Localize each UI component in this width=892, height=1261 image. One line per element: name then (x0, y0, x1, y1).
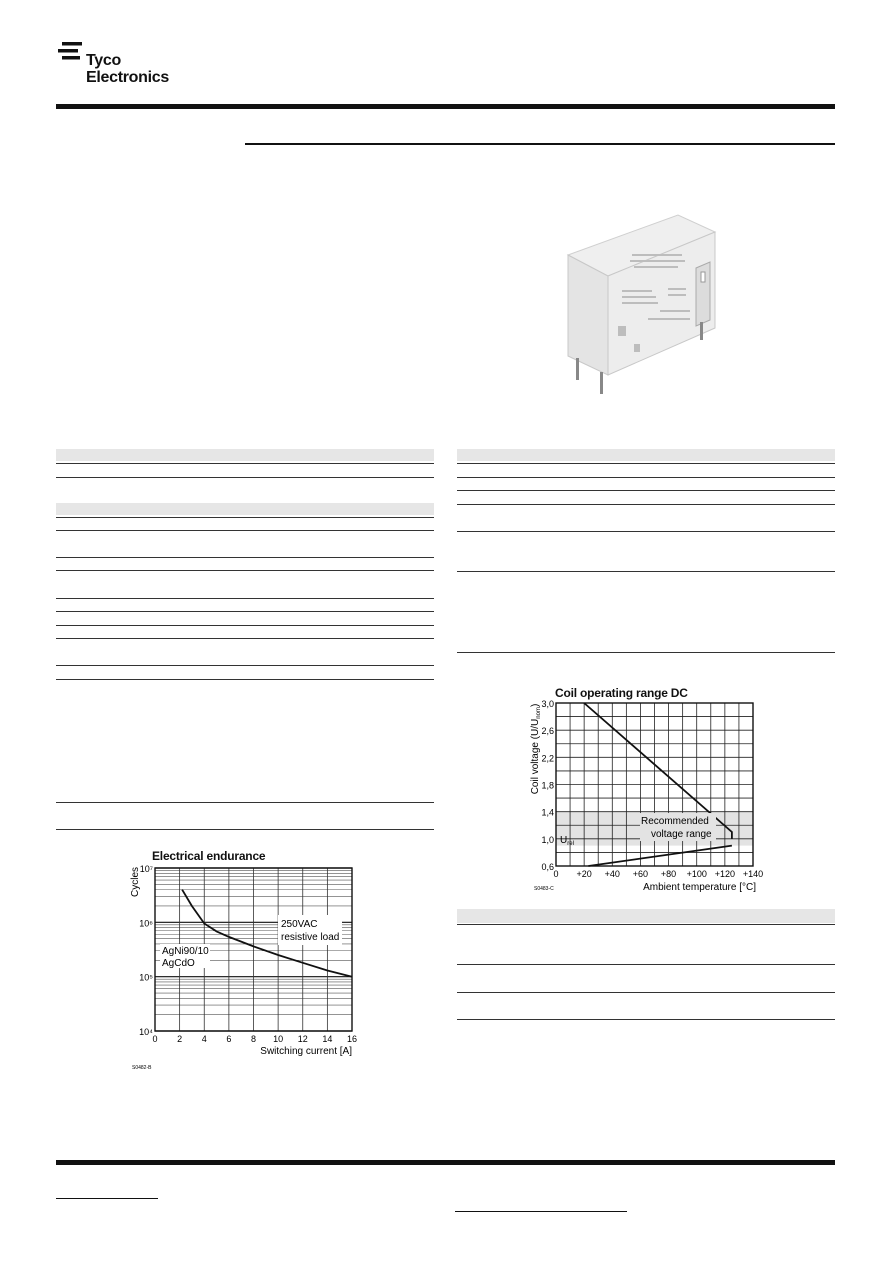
logo-wordmark (86, 52, 169, 86)
rule (56, 611, 434, 612)
x-tick-label: 0 (152, 1034, 158, 1044)
annotation-agni: AgNi90/10 (162, 946, 209, 957)
x-tick-label: 4 (201, 1034, 207, 1044)
rule (56, 625, 434, 626)
title-rule (245, 143, 835, 145)
endurance-chart (120, 858, 370, 1073)
x-tick-label: 10 (273, 1034, 284, 1044)
rule (56, 530, 434, 531)
rule (457, 1019, 835, 1020)
y-axis-label: Cycles (130, 866, 141, 898)
rule (56, 463, 434, 464)
rule (56, 829, 434, 830)
y-tick-label: 3,0 (541, 699, 554, 709)
coil-range-chart (520, 694, 782, 900)
x-tick-label: +80 (660, 869, 677, 879)
x-axis-label: Switching current [A] (260, 1046, 352, 1057)
rule (56, 665, 434, 666)
rule (56, 802, 434, 803)
x-tick-label: +60 (632, 869, 649, 879)
rule (56, 557, 434, 558)
right-table-header-1 (457, 449, 835, 461)
rule (457, 477, 835, 478)
rule (457, 463, 835, 464)
rule (457, 652, 835, 653)
figure-id: S0483-C (534, 886, 554, 892)
rule (457, 504, 835, 505)
y-tick-label: 0,6 (541, 862, 554, 872)
y-tick-label: 2,2 (541, 753, 554, 764)
left-table-header-2 (56, 503, 434, 515)
y-tick-label: 1,4 (541, 807, 554, 818)
header-rule (56, 104, 835, 109)
footer-rule (56, 1160, 835, 1165)
rule (457, 924, 835, 925)
rule (56, 570, 434, 571)
x-tick-label: 0 (553, 869, 559, 879)
figure-id: S0482-B (132, 1065, 152, 1071)
relay-product-image (560, 210, 730, 400)
x-tick-label: 12 (297, 1034, 308, 1044)
x-tick-label: 6 (226, 1034, 232, 1044)
rule (56, 638, 434, 639)
annotation-agcdo: AgCdO (162, 958, 195, 969)
annotation-250vac: 250VAC (281, 919, 318, 930)
x-tick-label: 8 (250, 1034, 257, 1044)
annotation-urel: $U_{rel}$ (560, 834, 574, 847)
y-tick-label: 10⁵ (139, 972, 153, 983)
annotation-voltage-range: voltage range (651, 829, 712, 841)
min-voltage-line (588, 846, 732, 866)
y-tick-label: 10⁴ (139, 1027, 153, 1037)
x-tick-label: +40 (604, 869, 620, 879)
logo-line-2: Electronics (86, 69, 169, 86)
rule (457, 992, 835, 993)
right-table-header-2 (457, 909, 835, 923)
footnote-rule-right (455, 1211, 627, 1212)
x-tick-label: +100 (686, 869, 707, 879)
logo-line-1: Tyco (86, 52, 121, 69)
y-axis-label: Coil voltage $(U/U_{nom})$ (530, 703, 542, 795)
rule (457, 531, 835, 532)
rule (457, 964, 835, 965)
x-axis-label: Ambient temperature [°C] (643, 882, 756, 893)
y-tick-label: 1,0 (541, 834, 554, 845)
coil-chart-title: Coil operating range DC (555, 686, 688, 700)
x-tick-label: +140 (742, 869, 764, 879)
rule (56, 517, 434, 518)
y-tick-label: 10⁷ (139, 864, 153, 874)
rule (56, 477, 434, 478)
y-tick-label: 2,6 (541, 726, 554, 737)
endurance-chart-title: Electrical endurance (152, 849, 266, 863)
rule (457, 571, 835, 572)
annotation-recommended: Recommended (641, 816, 709, 828)
logo-mark-icon (56, 40, 84, 62)
rule (56, 598, 434, 599)
x-tick-label: +20 (576, 869, 592, 879)
x-tick-label: +120 (714, 869, 735, 879)
y-tick-label: 10⁶ (139, 918, 153, 929)
x-tick-label: 16 (346, 1034, 358, 1044)
footnote-rule-left (56, 1198, 158, 1199)
x-tick-label: 2 (177, 1034, 183, 1044)
y-tick-label: 1,8 (541, 780, 554, 791)
rule (457, 490, 835, 491)
annotation-resistive-load: resistive load (281, 932, 340, 943)
rule (56, 679, 434, 680)
x-tick-label: 14 (322, 1034, 333, 1044)
left-table-header-1 (56, 449, 434, 461)
